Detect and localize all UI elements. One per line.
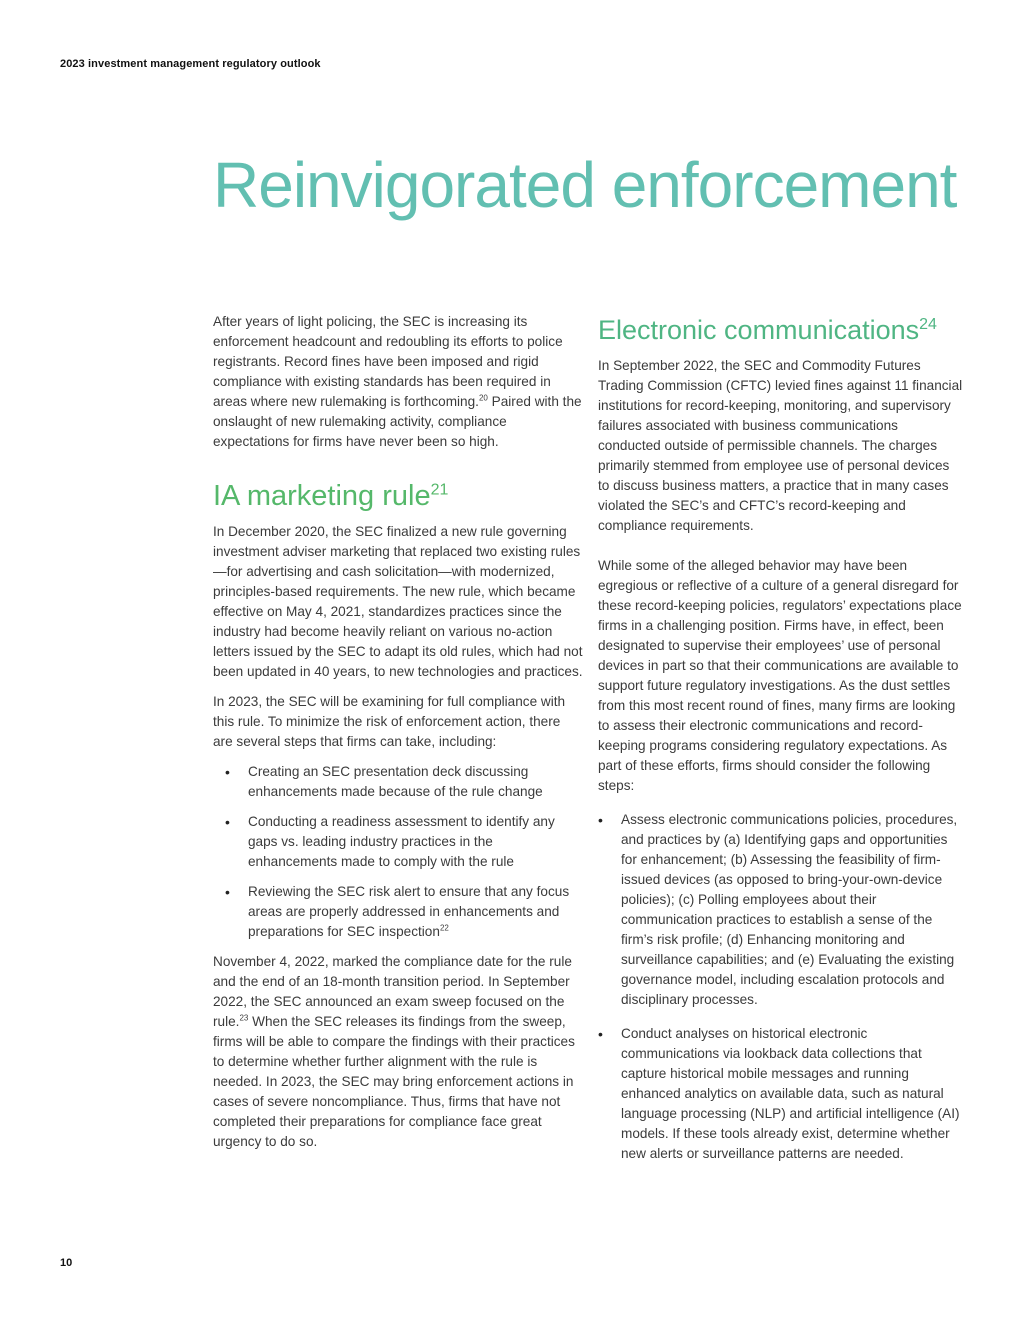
right-column (598, 312, 963, 1178)
ia-paragraph-3-start: November 4, 2022, marked the compliance date for the rule and the end of an 18-month transition period. In September 2022, the SEC announced an exam sweep focused on the rule. (213, 954, 572, 1029)
intro-text-after: Paired with the onslaught of new rulemaking activity, compliance expectations for firms have never been so high. (213, 394, 582, 449)
list-item (213, 882, 583, 942)
bullet-icon: • (225, 764, 230, 780)
footnote-ref-20: 20 (478, 393, 488, 403)
intro-text: After years of light policing, the SEC is increasing its enforcement headcount and redoubling its efforts to police registrants. Record fines have been imposed and rigid compliance with existing standards has been required in areas where new rulemaking is forthcoming. (213, 314, 563, 409)
section-heading-text: IA marketing rule (213, 480, 431, 512)
list-item (213, 812, 583, 872)
footnote-ref-23: 23 (239, 1013, 249, 1023)
section-heading-text: Electronic communications (598, 315, 920, 345)
bullet-icon: • (598, 812, 603, 828)
footnote-ref-22: 22 (439, 923, 449, 933)
list-item-text: Assess electronic communications policies, procedures, and practices by (a) Identifying gaps and opportunities for enhancement; (b) Assessing the feasibility of firm-issued devices (as opposed to bring-your-own-device policies); (c) Polling employees about their communication practices to establish a sense of the firm’s risk profile; (d) Enhancing monitoring and surveillance capabilities; and (e) Evaluating the existing governance model, including escalation protocols and disciplinary processes. (621, 812, 958, 1007)
page-title: Reinvigorated enforcement (213, 149, 957, 221)
intro-paragraph (213, 312, 583, 452)
ia-steps-list (213, 762, 583, 942)
footnote-ref-21: 21 (430, 481, 449, 499)
bullet-icon: • (225, 884, 230, 900)
ia-paragraph-3-end: When the SEC releases its findings from the sweep, firms will be able to compare the findings with their practices to determine whether further alignment with the rule is needed. In 2023, the SEC may bring enforcement actions in cases of severe noncompliance. Thus, firms that have not completed their preparations for compliance face great urgency to do so. (213, 1014, 575, 1149)
bullet-icon: • (598, 1026, 603, 1042)
left-column (213, 312, 583, 1162)
list-item-text: Reviewing the SEC risk alert to ensure that any focus areas are properly addressed in enhancements and preparations for SEC inspection (248, 884, 570, 939)
ia-paragraph-1: In December 2020, the SEC finalized a new rule governing investment adviser marketing that replaced two existing rules—for advertising and cash solicitation—with modernized, principles-based requirements. The new rule, which became effective on May 4, 2021, standardizes practices since the industry had become heavily reliant on various no-action letters issued by the SEC to adapt its old rules, which had not been updated in 40 years, to new technologies and practices. (213, 524, 583, 679)
page-number: 10 (60, 1257, 73, 1269)
footnote-ref-24: 24 (919, 316, 937, 333)
ia-paragraph-2: In 2023, the SEC will be examining for full compliance with this rule. To minimize the risk of enforcement action, there are several steps that firms can take, including: (213, 694, 566, 749)
ia-paragraph-3 (213, 952, 583, 1152)
running-header: 2023 investment management regulatory outlook (60, 58, 321, 70)
list-item-text: Conduct analyses on historical electronic communications via lookback data collections that capture historical mobile messages and running enhanced analytics on available data, such as natural language processing (NLP) and artificial intelligence (AI) models. If these tools already exist, determine whether new alerts or surveillance patterns are needed. (621, 1026, 960, 1161)
section-heading-ia-marketing-rule (213, 478, 583, 514)
list-item (598, 1024, 963, 1164)
bullet-icon: • (225, 814, 230, 830)
ec-paragraph-1: In September 2022, the SEC and Commodity Futures Trading Commission (CFTC) levied fines against 11 financial institutions for record-keeping, monitoring, and supervisory failures associated with business communications conducted outside of permissible channels. The charges primarily stemmed from employee use of personal devices to discuss business matters, a practice that in many cases violated the SEC’s and CFTC’s record-keeping and compliance requirements. (598, 358, 963, 533)
ec-steps-list (598, 810, 963, 1164)
list-item (213, 762, 583, 802)
section-heading-electronic-communications (598, 312, 963, 348)
list-item (598, 810, 963, 1010)
list-item-text: Creating an SEC presentation deck discussing enhancements made because of the rule change (248, 764, 543, 799)
list-item-text: Conducting a readiness assessment to identify any gaps vs. leading industry practices in the enhancements made to comply with the rule (248, 814, 555, 869)
ec-paragraph-2: While some of the alleged behavior may have been egregious or reflective of a culture of a general disregard for these record-keeping policies, regulators’ expectations place firms in a challenging position. Firms have, in effect, been designated to supervise their employees’ use of personal devices in part so that their communications are available to support future regulatory investigations. As the dust settles from this most recent round of fines, many firms are looking to assess their electronic communications and record-keeping programs considering regulatory expectations. As part of these efforts, firms should consider the following steps: (598, 558, 962, 793)
